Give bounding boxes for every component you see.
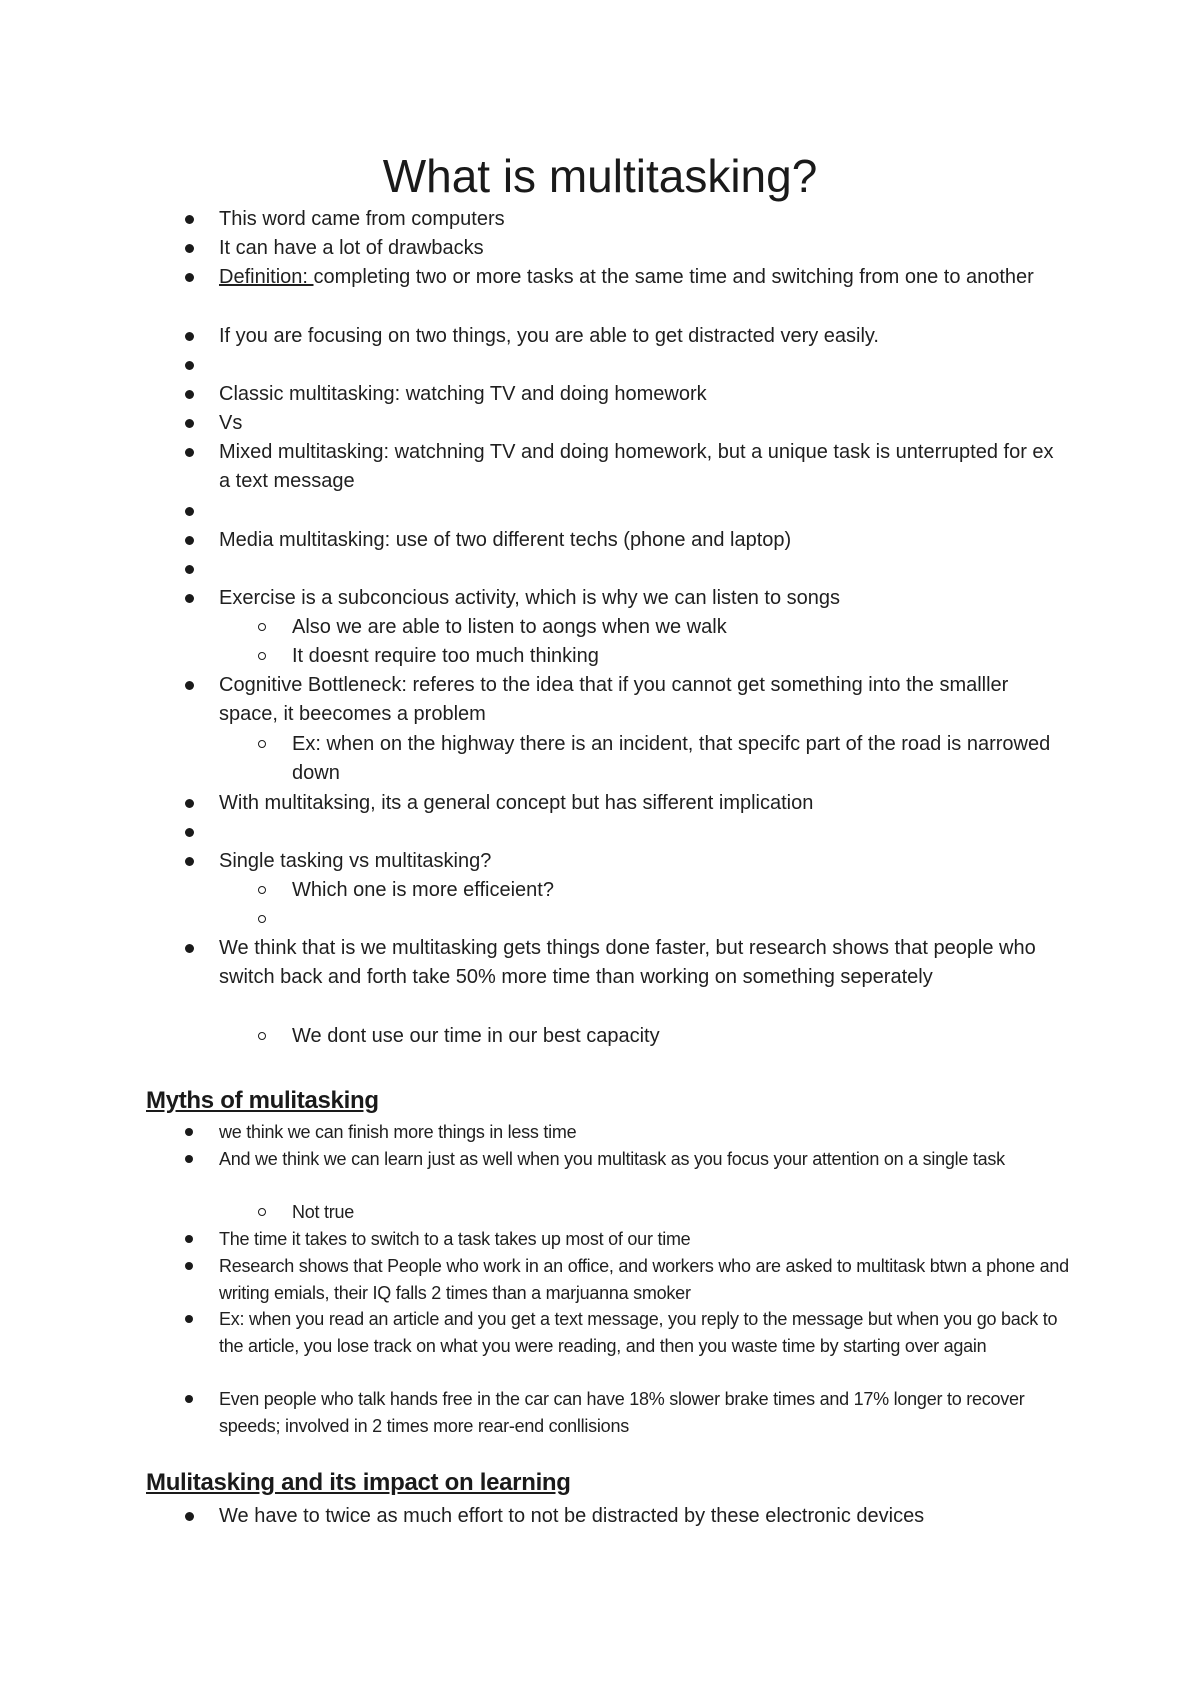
bullet-icon — [185, 1235, 193, 1243]
bullet-icon — [185, 1315, 193, 1323]
bullet-icon — [185, 1395, 193, 1403]
circle-bullet-icon — [258, 886, 266, 894]
bullet-icon — [185, 419, 194, 428]
bullet-icon — [185, 507, 194, 516]
bullet-icon — [185, 1155, 193, 1163]
bullet-icon — [185, 828, 194, 837]
bullet-icon — [185, 536, 194, 545]
bullet-icon — [185, 244, 194, 253]
circle-bullet-icon — [258, 1208, 266, 1216]
bullet-icon — [185, 944, 194, 953]
document-page: What is multitasking? This word came from computers It can have a lot of drawbacks Definition: completing two or more tasks at the same time and switching from one to another If you are focusing on two things, you are able to get distracted very easily. Classic multitasking: watching TV and doing homework Vs Mixed multitasking: watchning TV and doing homework, but a unique task is unterrupted for ex a text message Media multitasking: use of two different techs (phone and laptop) Exercise is a subconcious activity, which is why we can listen to songs Also we are able to listen to aongs when we walk It doesnt require too much thinking Cognitive Bottleneck: referes to the idea that if you cannot get something into the smalller space, it beecomes a problem Ex: when on the highway there is an incident, that specifc part of the road is narrowed down With multitaksing, its a general concept but has sifferent implication Single tasking vs multitasking? Which one is more efficeient? We think that is we multitasking gets things done faster, but research shows that people who switch back and forth take 50% more time than working on something seperately We dont use our time in our best capacity Myths of mulitasking we think we can finish more things in less time And we think we can learn just as well when you multitask as you focus your attention on a single task Not true The time it takes to switch to a task takes up most of our time Research shows that People who work in an office, and workers who are asked to multitask btwn a phone and writing emials, their IQ falls 2 times than a marjuanna smoker Ex: when you read an article and you get a text message, you reply to the message but when you go back to the article, you lose track on what you were reading, and then you waste time by starting over again Even people who talk hands free in the car can have 18% slower brake times and 17% longer to recover speeds; involved in 2 times more rear-end conllisions Mulitasking and its impact on learning We have to twice as much effort to not be distracted by these electronic devices — [0, 0, 1200, 1698]
circle-bullet-icon — [258, 1032, 266, 1040]
bullet-icon — [185, 1512, 194, 1521]
definition-label: Definition: — [219, 266, 314, 288]
heading-myths: Myths of mulitasking — [146, 1087, 379, 1114]
circle-bullet-icon — [258, 740, 266, 748]
bullet-icon — [185, 681, 194, 690]
bullet-icon — [185, 361, 194, 370]
bullet-icon — [185, 799, 194, 808]
heading-impact-on-learning: Mulitasking and its impact on learning — [146, 1469, 571, 1496]
bullet-icon — [185, 448, 194, 457]
circle-bullet-icon — [258, 623, 266, 631]
bullet-icon — [185, 390, 194, 399]
circle-bullet-icon — [258, 915, 266, 923]
bullet-icon — [185, 215, 194, 224]
bullet-icon — [185, 594, 194, 603]
bullet-icon — [185, 1128, 193, 1136]
bullet-icon — [185, 857, 194, 866]
bullet-icon — [185, 1262, 193, 1270]
bullet-icon — [185, 332, 194, 341]
page-title: What is multitasking? — [382, 150, 818, 202]
bullet-icon — [185, 565, 194, 574]
bullet-icon — [185, 273, 194, 282]
circle-bullet-icon — [258, 652, 266, 660]
